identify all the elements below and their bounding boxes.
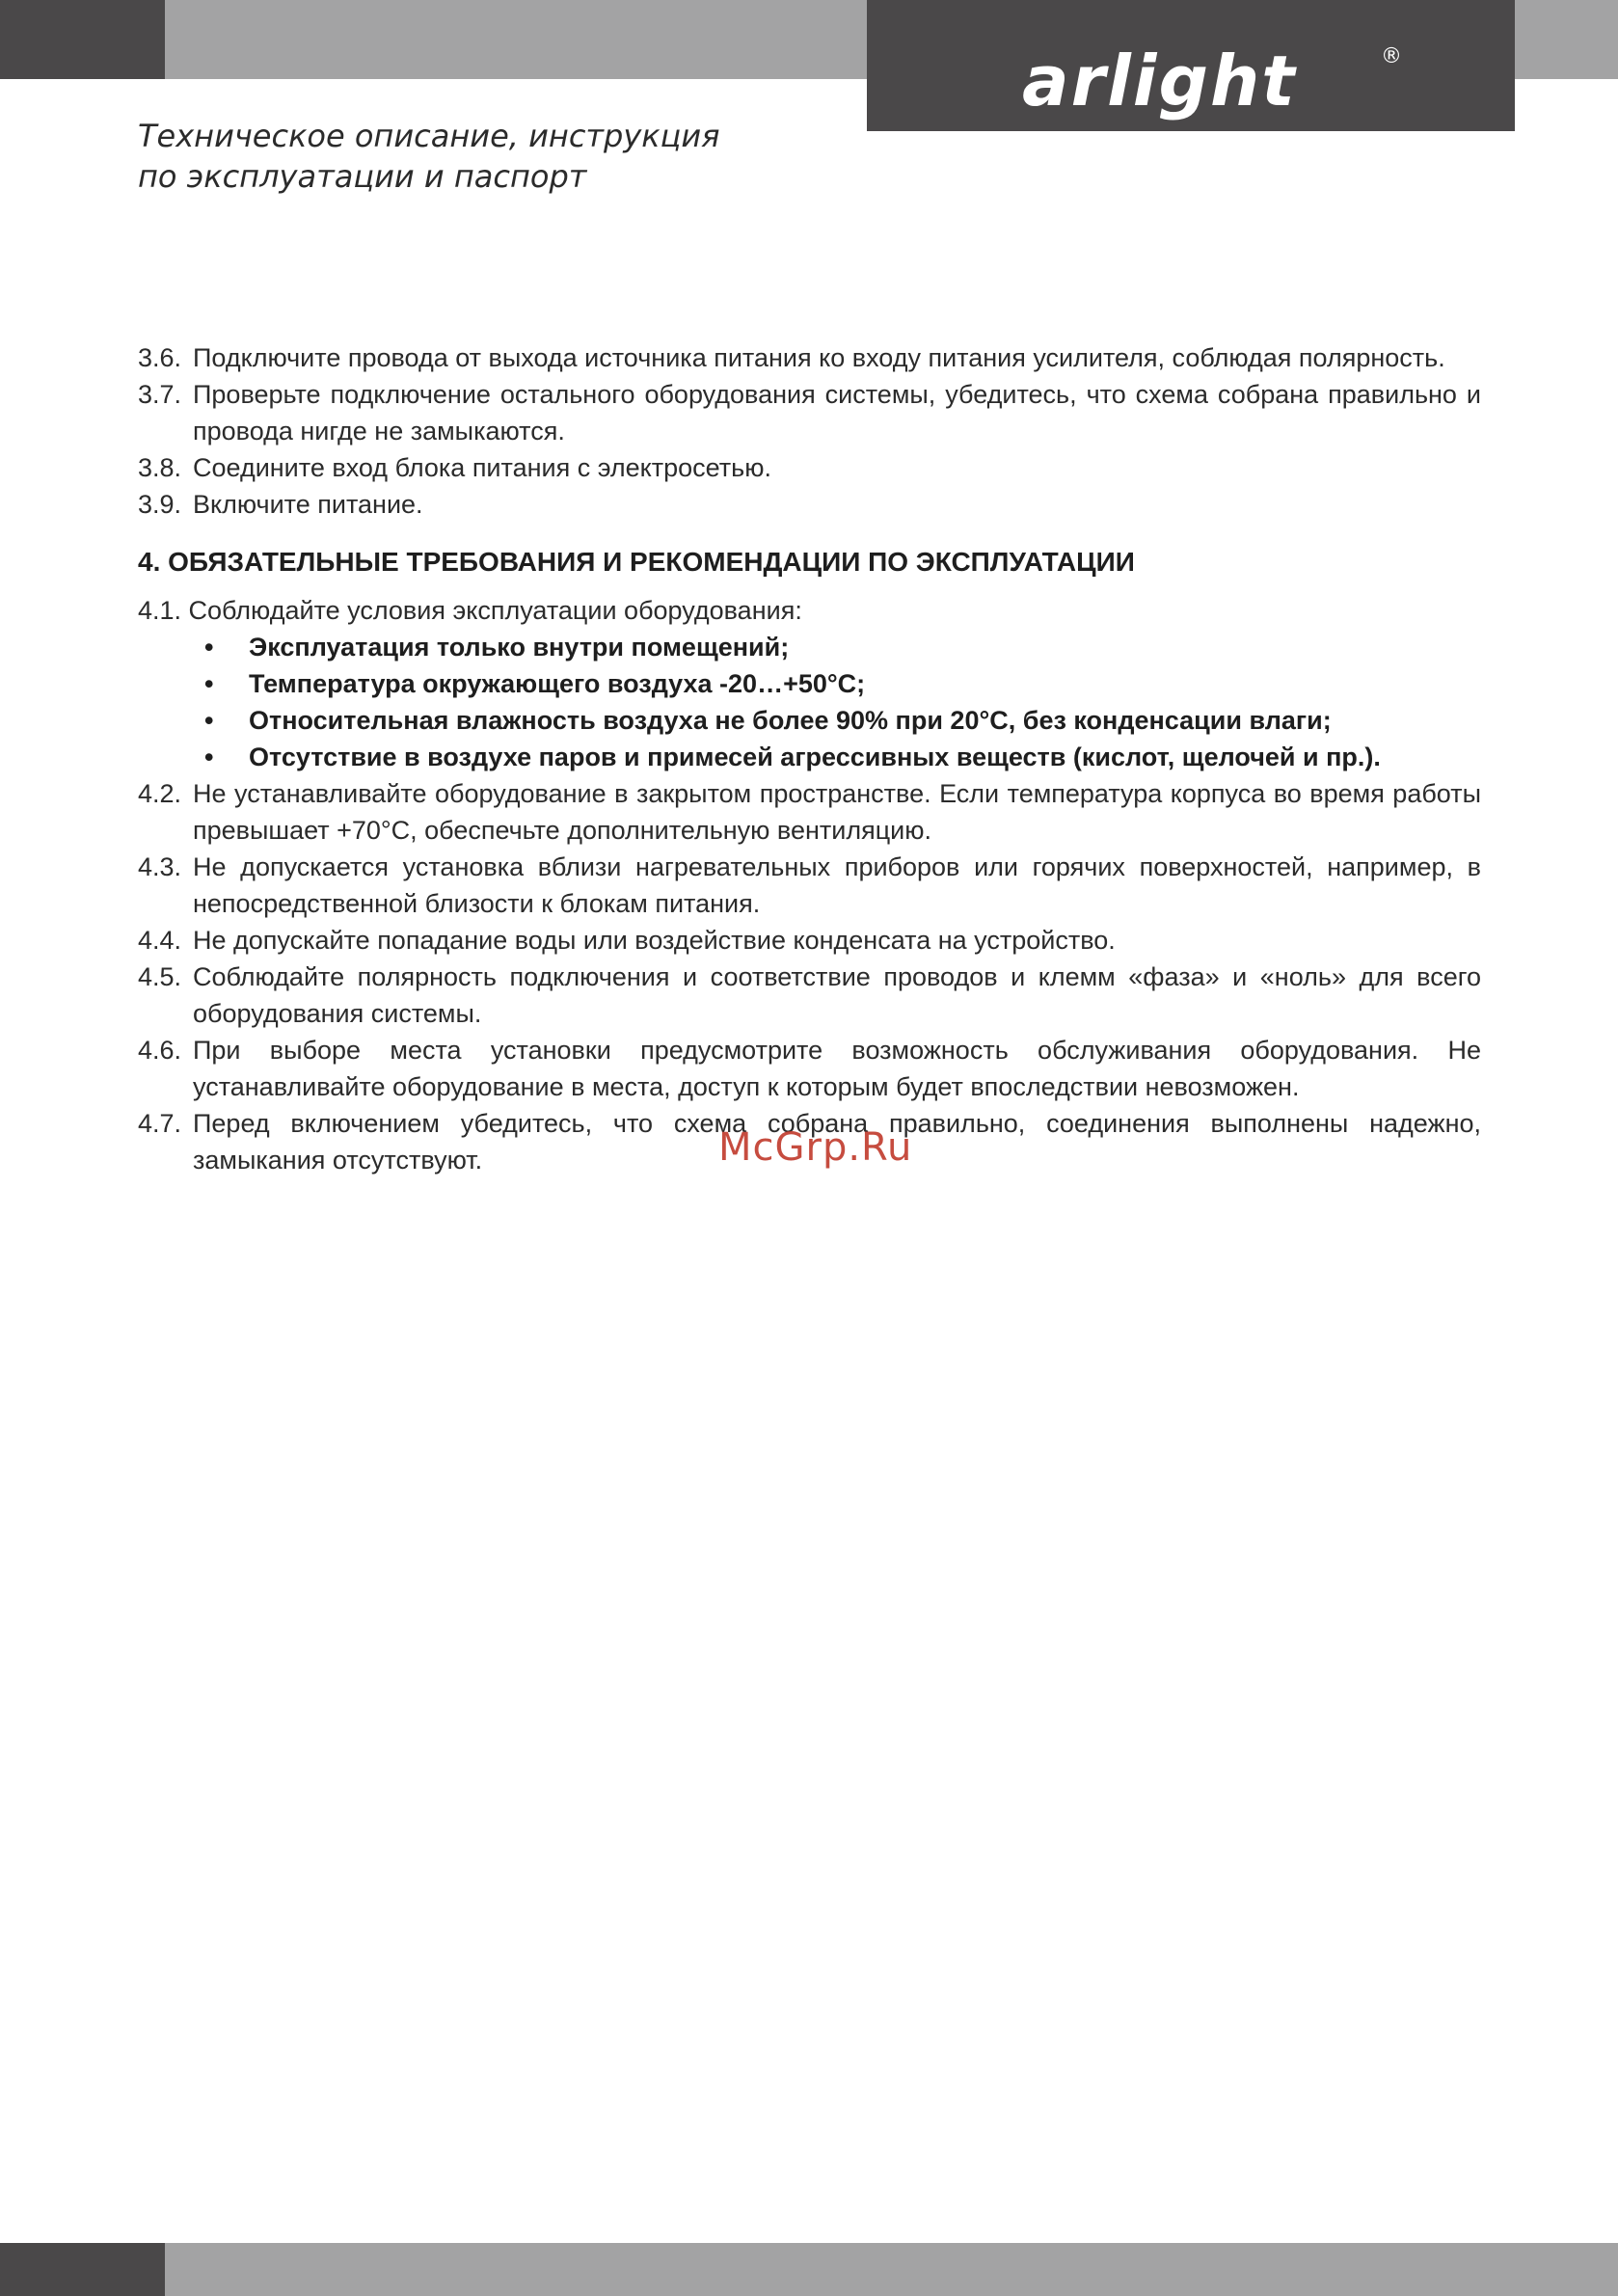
section-heading: 4. ОБЯЗАТЕЛЬНЫЕ ТРЕБОВАНИЯ И РЕКОМЕНДАЦИИ ПО ЭКСПЛУАТАЦИИ xyxy=(138,547,1135,577)
footer-bar-dark xyxy=(0,2243,165,2296)
bullet-icon: • xyxy=(204,743,214,771)
bullet-text: Относительная влажность воздуха не более 90% при 20°C, без конденсации влаги; xyxy=(249,706,1332,735)
registered-mark: ® xyxy=(1381,44,1402,68)
item-text: При выборе места установки предусмотрите возможность обслуживания оборудования. Не устанавливайте оборудование в места, доступ к которым будет впоследствии невозможен. xyxy=(193,1036,1481,1101)
item-number: 3.6. xyxy=(138,343,182,372)
item-text: Соедините вход блока питания с электросетью. xyxy=(193,453,771,482)
document-body xyxy=(138,339,1481,1178)
watermark: McGrp.Ru xyxy=(718,1125,913,1170)
list-item xyxy=(138,922,1481,959)
list-item xyxy=(138,339,1481,376)
bullet-text: Отсутствие в воздухе паров и примесей агрессивных веществ (кислот, щелочей и пр.). xyxy=(249,743,1381,771)
list-item xyxy=(138,739,1481,775)
item-text: Не допускайте попадание воды или воздействие конденсата на устройство. xyxy=(193,926,1116,955)
list-item xyxy=(138,959,1481,1032)
header-bar-dark xyxy=(0,0,165,79)
item-text: Не устанавливайте оборудование в закрытом пространстве. Если температура корпуса во время работы превышает +70°C, обеспечьте дополнительную вентиляцию. xyxy=(193,779,1481,845)
list-item xyxy=(138,376,1481,449)
item-text: Включите питание. xyxy=(193,490,423,519)
footer-bar-light xyxy=(165,2243,1618,2296)
bullet-text: Температура окружающего воздуха -20…+50°C; xyxy=(249,669,866,698)
item-number: 3.8. xyxy=(138,453,182,482)
bullet-icon: • xyxy=(204,633,214,662)
item-text: Соблюдайте полярность подключения и соответствие проводов и клемм «фаза» и «ноль» для всего оборудования системы. xyxy=(193,962,1481,1028)
item-number: 4.4. xyxy=(138,926,182,955)
section-intro: 4.1. Соблюдайте условия эксплуатации оборудования: xyxy=(138,596,802,625)
item-number: 4.5. xyxy=(138,962,182,991)
list-item xyxy=(138,449,1481,486)
list-item xyxy=(138,665,1481,702)
item-text: Подключите провода от выхода источника питания ко входу питания усилителя, соблюдая полярность. xyxy=(193,343,1445,372)
bullet-icon: • xyxy=(204,669,214,698)
item-number: 4.6. xyxy=(138,1036,182,1065)
item-number: 3.7. xyxy=(138,380,182,409)
item-text: Перед включением убедитесь, что схема собрана правильно, соединения выполнены надежно, замыкания отсутствуют. xyxy=(193,1109,1481,1175)
document-title-line-2: по эксплуатации и паспорт xyxy=(138,158,587,195)
item-text: Не допускается установка вблизи нагревательных приборов или горячих поверхностей, например, в непосредственной близости к блокам питания. xyxy=(193,852,1481,918)
bullet-text: Эксплуатация только внутри помещений; xyxy=(249,633,790,662)
list-item xyxy=(138,486,1481,523)
list-item xyxy=(138,849,1481,922)
conditions-list xyxy=(138,629,1481,775)
arlight-logo: arlight xyxy=(1022,41,1297,122)
item-text: Проверьте подключение остального оборудования системы, убедитесь, что схема собрана правильно и провода нигде не замыкаются. xyxy=(193,380,1481,446)
list-item xyxy=(138,1032,1481,1105)
item-number: 4.3. xyxy=(138,852,182,881)
list-item xyxy=(138,629,1481,665)
bullet-icon: • xyxy=(204,706,214,735)
item-number: 4.7. xyxy=(138,1109,182,1138)
item-number: 3.9. xyxy=(138,490,182,519)
document-title xyxy=(138,116,909,197)
document-title-line-1: Техническое описание, инструкция xyxy=(138,118,720,154)
list-item xyxy=(138,702,1481,739)
item-number: 4.2. xyxy=(138,779,182,808)
list-item xyxy=(138,775,1481,849)
